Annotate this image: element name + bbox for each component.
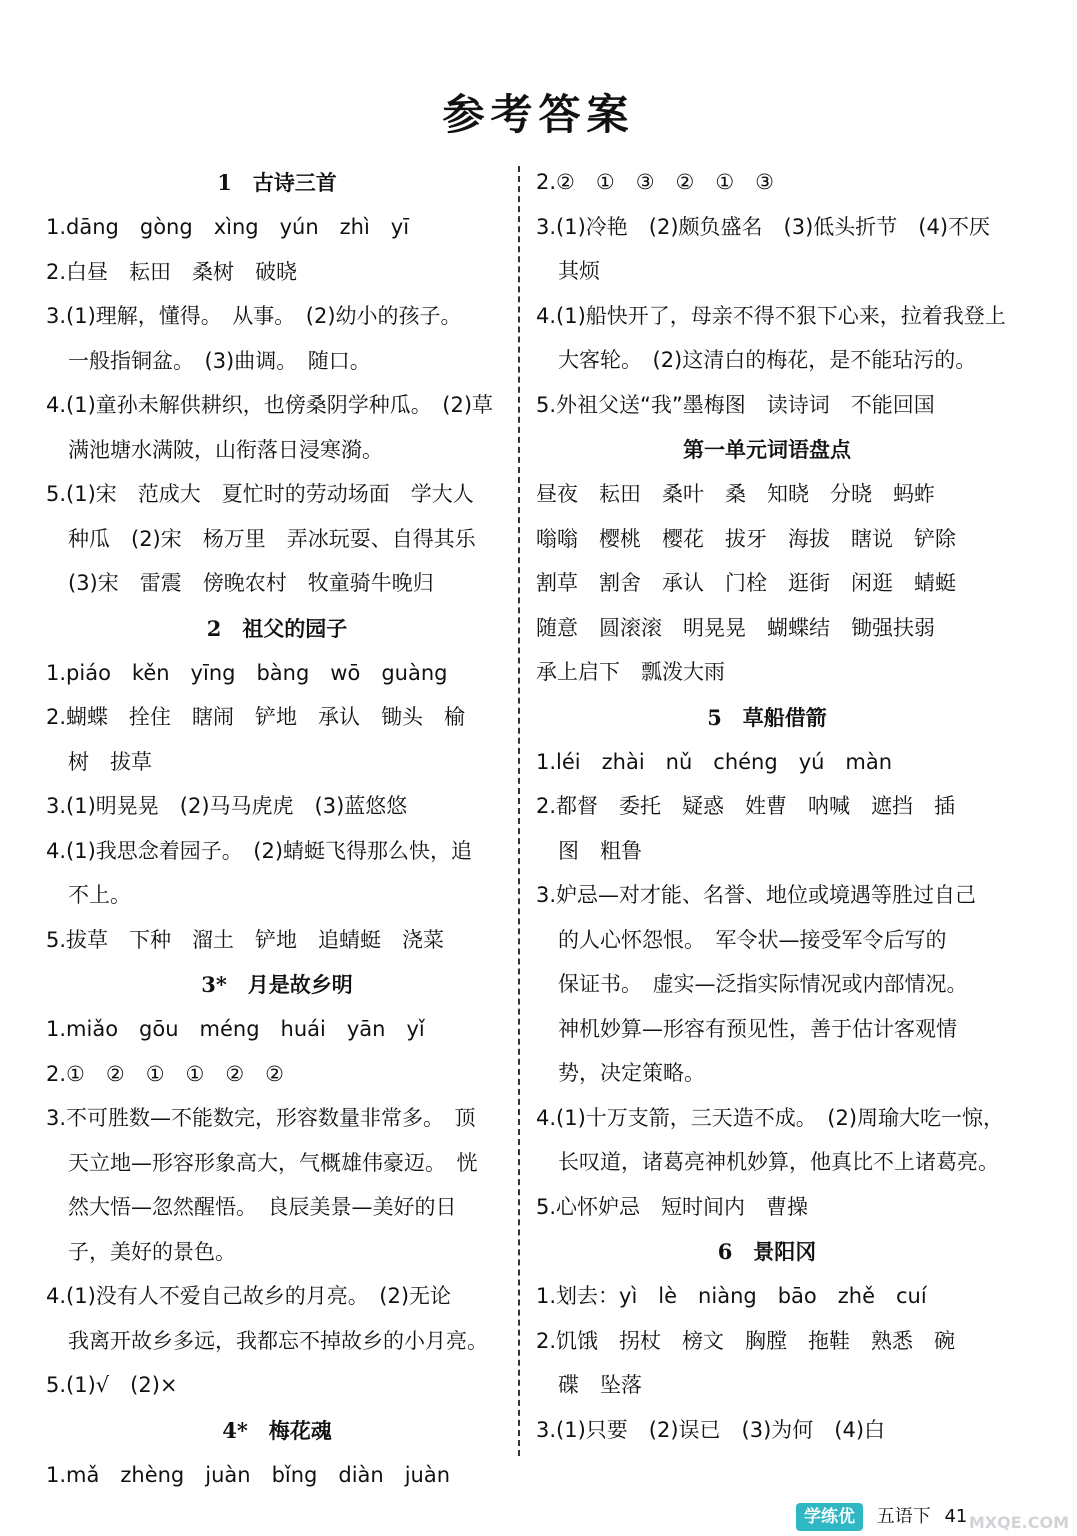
answer-line: 3.(1)冷艳 (2)颇负盛名 (3)低头折节 (4)不厌 bbox=[536, 214, 991, 239]
answer-line: 3.(1)明晃晃 (2)马马虎虎 (3)蓝悠悠 bbox=[46, 794, 408, 818]
answer-line: 昼夜 耘田 桑叶 桑 知晓 分晓 蚂蚱 bbox=[536, 482, 935, 506]
answer-line: 神机妙算—形容有预见性，善于估计客观情 bbox=[558, 1016, 957, 1041]
answer-line: 嗡嗡 樱桃 樱花 拔牙 海拔 瞎说 铲除 bbox=[536, 526, 956, 551]
answer-line: 保证书。 虚实—泛指实际情况或内部情况。 bbox=[558, 972, 968, 996]
answer-line: 3.(1)理解，懂得。 从事。 (2)幼小的孩子。 bbox=[46, 304, 462, 328]
column-divider bbox=[518, 166, 520, 1456]
answer-line: 4.(1)十万支箭，三天造不成。 (2)周瑜大吃一惊， bbox=[536, 1105, 1005, 1130]
answer-line: 天立地—形容形象高大，气概雄伟豪迈。 恍 bbox=[68, 1150, 478, 1175]
answer-line: 5.外祖父送“我”墨梅图 读诗词 不能回国 bbox=[536, 392, 935, 417]
section-heading: 2 祖父的园子 bbox=[206, 615, 348, 641]
answer-line: 5.拔草 下种 溜土 铲地 追蜻蜓 浇菜 bbox=[46, 927, 445, 952]
answer-line: 4.(1)没有人不爱自己故乡的月亮。 (2)无论 bbox=[46, 1284, 452, 1308]
answer-line: 的人心怀怨恨。 军令状—接受军令后写的 bbox=[558, 927, 947, 952]
answer-line: 2.饥饿 拐杖 榜文 胸膛 拖鞋 熟悉 碗 bbox=[536, 1328, 956, 1353]
answer-line: 碟 坠落 bbox=[558, 1373, 642, 1397]
answer-line: 子，美好的景色。 bbox=[68, 1239, 236, 1264]
answer-line: (3)宋 雷震 傍晚农村 牧童骑牛晚归 bbox=[68, 571, 434, 595]
section-heading: 第一单元词语盘点 bbox=[683, 437, 851, 462]
answer-line: 一般指铜盆。 (3)曲调。 随口。 bbox=[68, 348, 371, 373]
answer-line: 势，决定策略。 bbox=[558, 1061, 705, 1085]
answer-line: 2.都督 委托 疑惑 姓曹 呐喊 遮挡 插 bbox=[536, 794, 956, 818]
answer-line: 5.心怀妒忌 短时间内 曹操 bbox=[536, 1194, 809, 1219]
answer-line: 随意 圆滚滚 明晃晃 蝴蝶结 锄强扶弱 bbox=[536, 615, 935, 640]
answer-line: 2.② ① ③ ② ① ③ bbox=[536, 170, 774, 194]
answer-line: 其烦 bbox=[558, 259, 600, 283]
left-column bbox=[46, 160, 508, 1497]
answer-line: 1.划去：yì lè niàng bāo zhě cuí bbox=[536, 1284, 927, 1308]
answer-line: 4.(1)我思念着园子。 (2)蜻蜓飞得那么快，追 bbox=[46, 838, 473, 863]
right-column bbox=[536, 160, 1006, 1452]
answer-line: 种瓜 (2)宋 杨万里 弄冰玩耍、自得其乐 bbox=[68, 526, 476, 551]
page-footer bbox=[796, 1503, 967, 1531]
section-heading: 6 景阳冈 bbox=[717, 1239, 817, 1264]
answer-line: 图 粗鲁 bbox=[558, 838, 642, 863]
watermark: MXQE.COM bbox=[968, 1513, 1069, 1532]
answer-line: 大客轮。 (2)这清白的梅花，是不能玷污的。 bbox=[558, 348, 977, 372]
answer-line: 承上启下 瓢泼大雨 bbox=[536, 660, 725, 684]
answer-line: 1.dāng gòng xìng yún zhì yī bbox=[46, 215, 410, 239]
answer-line: 5.(1)宋 范成大 夏忙时的劳动场面 学大人 bbox=[46, 482, 474, 506]
answer-line: 1.piáo kěn yīng bàng wō guàng bbox=[46, 660, 448, 685]
answer-line: 树 拔草 bbox=[68, 749, 152, 774]
answer-line: 1.miǎo gōu méng huái yān yǐ bbox=[46, 1017, 425, 1041]
answer-line: 3.不可胜数—不能数完，形容数量非常多。 顶 bbox=[46, 1106, 476, 1130]
answer-line: 3.(1)只要 (2)误已 (3)为何 (4)白 bbox=[536, 1417, 886, 1442]
answer-line: 4.(1)童孙未解供耕织，也傍桑阴学种瓜。 (2)草 bbox=[46, 393, 494, 417]
answer-line: 3.妒忌—对才能、名誉、地位或境遇等胜过自己 bbox=[536, 883, 977, 907]
answer-line: 满池塘水满陂，山衔落日浸寒漪。 bbox=[68, 437, 383, 462]
answer-line: 不上。 bbox=[68, 883, 131, 907]
answer-line: 我离开故乡多远，我都忘不掉故乡的小月亮。 bbox=[68, 1328, 488, 1353]
subject-label: 五语下 bbox=[876, 1506, 931, 1527]
page-title: 参考答案 bbox=[442, 90, 635, 139]
section-heading: 5 草船借箭 bbox=[707, 704, 827, 730]
answer-line: 1.léi zhài nǔ chéng yú màn bbox=[536, 749, 893, 774]
answer-line: 然大悟—忽然醒悟。 良辰美景—美好的日 bbox=[68, 1195, 457, 1219]
page-number: 41 bbox=[944, 1506, 968, 1527]
answer-line: 1.mǎ zhèng juàn bǐng diàn juàn bbox=[46, 1462, 451, 1487]
section-heading: 1 古诗三首 bbox=[217, 170, 337, 195]
section-heading: 4* 梅花魂 bbox=[222, 1417, 332, 1443]
answer-line: 长叹道，诸葛亮神机妙算，他真比不上诸葛亮。 bbox=[558, 1150, 999, 1174]
answer-line: 2.① ② ① ① ② ② bbox=[46, 1061, 284, 1086]
series-badge: 学练优 bbox=[796, 1503, 863, 1531]
answer-line: 4.(1)船快开了，母亲不得不狠下心来，拉着我登上 bbox=[536, 303, 1006, 328]
answer-line: 5.(1)√ (2)× bbox=[46, 1373, 178, 1397]
section-heading: 3* 月是故乡明 bbox=[201, 972, 353, 997]
answer-line: 2.蝴蝶 拴住 瞎闹 铲地 承认 锄头 榆 bbox=[46, 705, 466, 729]
answer-line: 割草 割舍 承认 门栓 逛街 闲逛 蜻蜓 bbox=[536, 571, 956, 595]
answer-line: 2.白昼 耘田 桑树 破晓 bbox=[46, 259, 298, 284]
